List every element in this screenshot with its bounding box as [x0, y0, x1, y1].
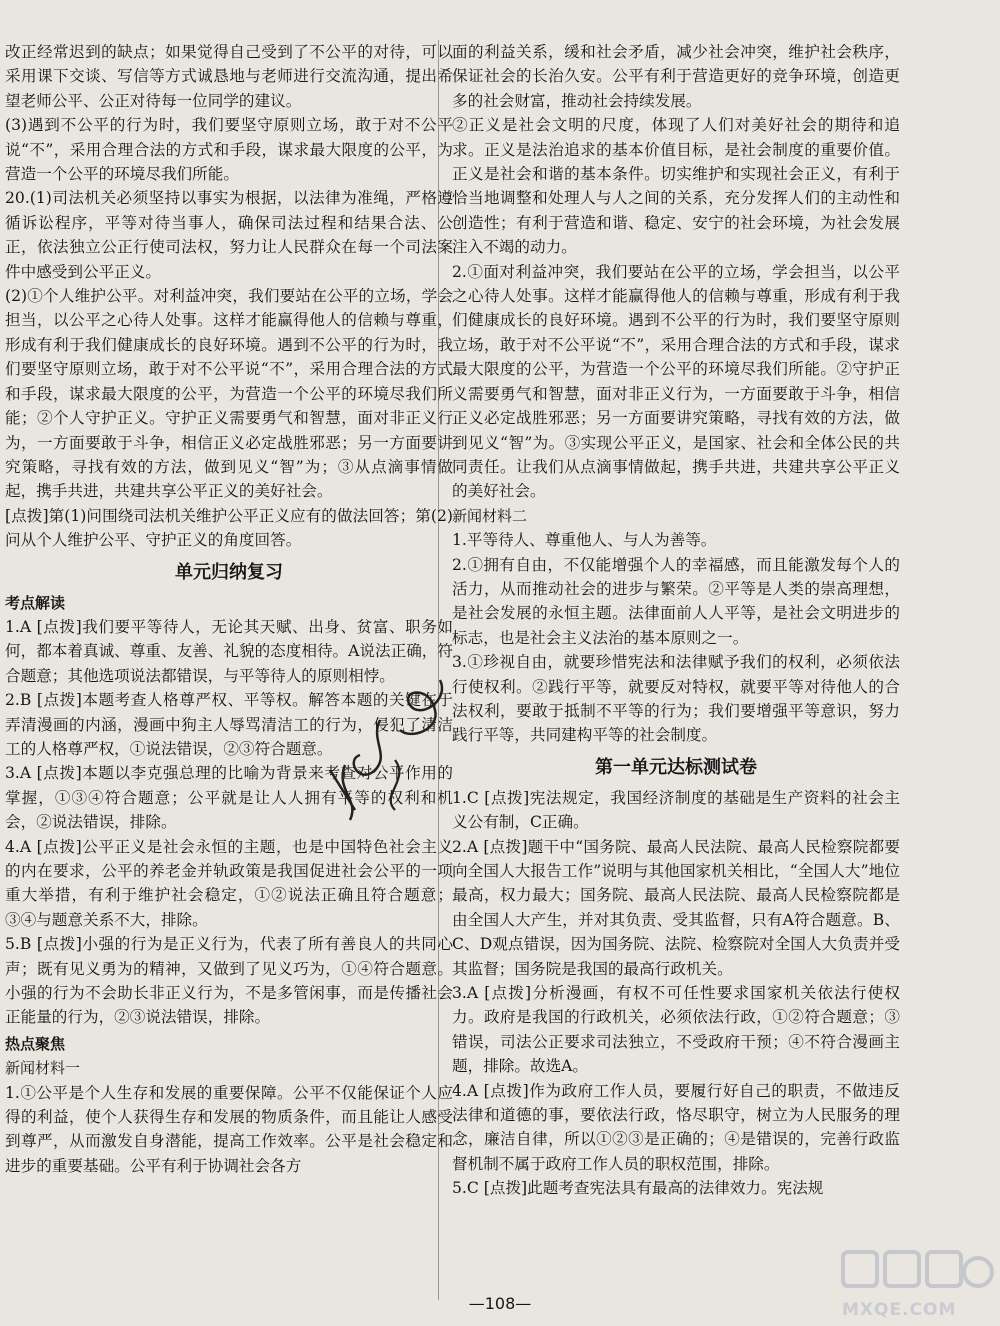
answer-item: 3.A [点拨]分析漫画，有权不可任性要求国家机关依法行使权力。政府是我国的行政机关，必须依法行政，①②符合题意；③错误，司法公正要求司法独立，不受政府干预；④不符合漫画主题，排除。故选A。 [452, 984, 900, 1076]
answer-item: 4.A [点拨]作为政府工作人员，要履行好自己的职责，不做违反法律和道德的事，要依法行政，恪尽职守，树立为人民服务的理念，廉洁自律，所以①②③是正确的；④是错误的，完善行政监督机制不属于政府工作人员的职权范围，排除。 [452, 1081, 900, 1173]
watermark-text: MXQE.COM [842, 1300, 957, 1320]
news-answer: 2.①拥有自由，不仅能增强个人的幸福感，而且能激发每个人的活力，从而推动社会的进步与繁荣。②平等是人类的崇高理想，是社会发展的永恒主题。法律面前人人平等，是社会文明进步的标志，也是社会主义法治的基本原则之一。 [452, 555, 900, 647]
section-heading-unit-test: 第一单元达标测试卷 [595, 756, 757, 778]
answer-item: 2.A [点拨]题干中“国务院、最高人民法院、最高人民检察院都要向全国人大报告工作”说明与其他国家机关相比，“全国人大”地位最高，权力最大；国务院、最高人民法院、最高人民检察院都是由全国人大产生，并对其负责、受其监督，只有A符合题意。B、C、D观点错误，因为国务院、法院、检察院对全国人大负责并受其监督；国务院是我国的最高行政机关。 [452, 837, 900, 978]
answer-item: 2.B [点拨]本题考查人格尊严权、平等权。解答本题的关键在于弄清漫画的内涵，漫画中狗主人辱骂清洁工的行为，侵犯了清洁工的人格尊严权，①说法错误，②③符合题意。 [5, 691, 453, 758]
right-column [452, 40, 900, 1201]
paragraph: 面的利益关系，缓和社会矛盾，减少社会冲突，维护社会秩序，保证社会的长治久安。公平有利于营造更好的竞争环境，创造更多的社会财富，推动社会持续发展。 [452, 43, 900, 110]
paragraph: (3)遇到不公平的行为时，我们要坚守原则立场，敢于对不公平说“不”，采用合理合法的方式和手段，谋求最大限度的公平，为营造一个公平的环境尽我们所能。 [5, 116, 453, 184]
answer-item: 1.C [点拨]宪法规定，我国经济制度的基础是生产资料的社会主义公有制，C正确。 [452, 788, 900, 832]
paragraph: 改正经常迟到的缺点；如果觉得自己受到了不公平的对待，可以采用课下交谈、写信等方式诚恳地与老师进行交流沟通，提出希望老师公平、公正对待每一位同学的建议。 [5, 43, 453, 110]
hint-paragraph: [点拨]第(1)问围绕司法机关维护公平正义应有的做法回答；第(2)问从个人维护公平、守护正义的角度回答。 [5, 506, 453, 550]
news-answer: 1.①公平是个人生存和发展的重要保障。公平不仅能保证个人应得的利益，使个人获得生存和发展的物质条件，而且能让人感受到尊严，从而激发自身潜能，提高工作效率。公平是社会稳定和进步的重要基础。公平有利于协调社会各方 [5, 1083, 453, 1175]
answer-item: 3.A [点拨]本题以李克强总理的比喻为背景来考查对公平作用的掌握，①③④符合题意；公平就是让人人拥有平等的权利和机会，②说法错误，排除。 [5, 764, 453, 832]
paragraph: 2.①面对利益冲突，我们要站在公平的立场，学会担当，以公平之心待人处事。这样才能赢得他人的信赖与尊重，形成有利于我们健康成长的良好环境。遇到不公平的行为时，我们要坚守原则立场，敢于对不公平说“不”，采用合理合法的方式和手段，谋求最大限度的公平，为营造一个公平的环境尽我们所能。②守护正义需要勇气和智慧，面对非正义行为，一方面要敢于斗争，相信正义必定战胜邪恶；另一方面要讲究策略，寻找有效的方法，做到见义“智”为。③实现公平正义，是国家、社会和全体公民的共同责任。让我们从点滴事情做起，携手共进，共建共享公平正义的美好社会。 [452, 262, 900, 501]
subheading-kaodian: 考点解读 [5, 593, 66, 612]
paragraph: ②正义是社会文明的尺度，体现了人们对美好社会的期待和追求。正义是法治追求的基本价值目标，是社会制度的重要价值。正义是社会和谐的基本条件。切实维护和实现社会正义，有利于恰当地调整和处理人与人之间的关系，充分发挥人们的主动性和创造性；有利于营造和谐、稳定、安宁的社会环境，为社会发展注入不竭的动力。 [452, 116, 900, 257]
news-answer: 1.平等待人、尊重他人、与人为善等。 [452, 531, 717, 550]
page-number: —108— [468, 1294, 532, 1313]
paragraph: 20.(1)司法机关必须坚持以事实为根据，以法律为准绳，严格遵循诉讼程序，平等对待当事人，确保司法过程和结果合法、公正，依法独立公正行使司法权，努力让人民群众在每一个司法案件中感受到公平正义。 [5, 189, 453, 281]
answer-item: 1.A [点拨]我们要平等待人，无论其天赋、出身、贫富、职务如何，都本着真诚、尊重、友善、礼貌的态度相待。A说法正确，符合题意；其他选项说法都错误，与平等待人的原则相悖。 [5, 617, 453, 685]
answer-item: 5.C [点拨]此题考查宪法具有最高的法律效力。宪法规 [452, 1179, 824, 1198]
answer-item: 5.B [点拨]小强的行为是正义行为，代表了所有善良人的共同心声；既有见义勇为的精神，又做到了见义巧为，①④符合题意。小强的行为不会助长非正义行为，不是多管闲事，而是传播社会正能量的行为，②③说法错误，排除。 [5, 935, 453, 1027]
news-answer: 3.①珍视自由，就要珍惜宪法和法律赋予我们的权利，必须依法行使权利。②践行平等，就要反对特权，就要平等对待他人的合法权利，要敢于抵制不平等的行为；我们要增强平等意识，努力践行平等，共同建构平等的社会制度。 [452, 653, 900, 745]
subheading-redian: 热点聚焦 [5, 1034, 66, 1053]
section-heading-unit-review: 单元归纳复习 [175, 561, 283, 583]
news-label: 新闻材料一 [5, 1059, 81, 1078]
answer-item: 4.A [点拨]公平正义是社会永恒的主题，也是中国特色社会主义的内在要求，公平的养老金并轨政策是我国促进社会公平的一项重大举措，有利于维护社会稳定，①②说法正确且符合题意；③④与题意关系不大，排除。 [5, 837, 453, 929]
news-label: 新闻材料二 [452, 506, 528, 525]
paragraph: (2)①个人维护公平。对利益冲突，我们要站在公平的立场，学会担当，以公平之心待人处事。这样才能赢得他人的信赖与尊重，形成有利于我们健康成长的良好环境。遇到不公平的行为时，我们要坚守原则立场，敢于对不公平说“不”，采用合理合法的方式和手段，谋求最大限度的公平，为营造一个公平的环境尽我们所能；②个人守护正义。守护正义需要勇气和智慧，面对非正义行为，一方面要敢于斗争，相信正义必定战胜邪恶；另一方面要讲究策略，寻找有效的方法，做到见义“智”为；③从点滴事情做起，携手共进，共建共享公平正义的美好社会。 [5, 287, 453, 501]
left-column [5, 40, 453, 1178]
